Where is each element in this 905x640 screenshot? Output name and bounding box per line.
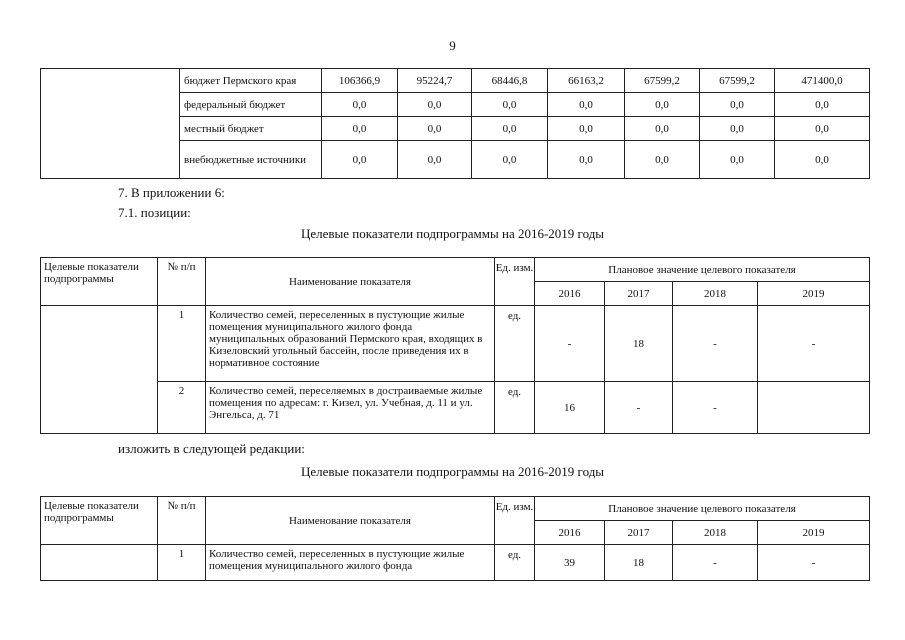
row-value-2016: - — [535, 306, 605, 382]
table-row — [41, 545, 870, 581]
budget-value: 67599,2 — [700, 69, 775, 93]
year-2017: 2017 — [605, 521, 673, 545]
budget-value: 66163,2 — [548, 69, 625, 93]
state-as-text: изложить в следующей редакции: — [118, 441, 305, 456]
budget-value: 0,0 — [398, 117, 472, 141]
budget-value: 0,0 — [322, 117, 398, 141]
item-7-text: 7. В приложении 6: — [118, 185, 225, 200]
budget-value: 0,0 — [700, 93, 775, 117]
budget-value: 0,0 — [625, 117, 700, 141]
budget-source: бюджет Пермского края — [180, 69, 322, 93]
budget-value: 0,0 — [322, 141, 398, 179]
year-2016: 2016 — [535, 282, 605, 306]
header-unit: Ед. изм. — [495, 258, 535, 306]
row-num: 1 — [158, 306, 206, 382]
header-name: Наименование показателя — [206, 258, 495, 306]
row-value-2017: 18 — [605, 545, 673, 581]
budget-value: 0,0 — [775, 93, 870, 117]
budget-row — [41, 69, 870, 93]
budget-value: 0,0 — [700, 141, 775, 179]
budget-value: 0,0 — [398, 93, 472, 117]
budget-value: 0,0 — [548, 93, 625, 117]
row-num: 1 — [158, 545, 206, 581]
budget-value: 0,0 — [548, 117, 625, 141]
row-value-2018: - — [673, 382, 758, 434]
row-name: Количество семей, переселенных в пустующие жилые помещения муниципального жилого фонда муниципальных образований Пермского края, входящих в Кизеловский угольный бассейн, после приведения их в нормативное состояние — [206, 306, 495, 382]
item-7-1-text: 7.1. позиции: — [118, 205, 191, 220]
header-plan: Плановое значение целевого показателя — [535, 497, 870, 521]
budget-value: 471400,0 — [775, 69, 870, 93]
budget-empty-cell — [41, 69, 180, 179]
budget-value: 0,0 — [548, 141, 625, 179]
row-name: Количество семей, переселяемых в достраиваемые жилые помещения по адресам: г. Кизел, ул. Учебная, д. 11 и ул. Энгельса, д. 71 — [206, 382, 495, 434]
budget-value: 0,0 — [625, 93, 700, 117]
header-row — [41, 497, 870, 521]
old-indicators-table — [40, 257, 870, 434]
table-row — [41, 306, 870, 382]
row-value-2019: - — [758, 306, 870, 382]
header-name: Наименование показателя — [206, 497, 495, 545]
header-target: Целевые показатели подпрограммы — [41, 258, 158, 306]
table-row — [41, 382, 870, 434]
header-plan: Плановое значение целевого показателя — [535, 258, 870, 282]
budget-source: внебюджетные источники — [180, 141, 322, 179]
budget-value: 0,0 — [625, 141, 700, 179]
budget-source: местный бюджет — [180, 117, 322, 141]
budget-value: 0,0 — [472, 117, 548, 141]
new-table-caption: Целевые показатели подпрограммы на 2016-2019 годы — [300, 464, 605, 479]
budget-value: 68446,8 — [472, 69, 548, 93]
budget-value: 0,0 — [322, 93, 398, 117]
year-2018: 2018 — [673, 521, 758, 545]
row-value-2016: 39 — [535, 545, 605, 581]
header-unit: Ед. изм. — [495, 497, 535, 545]
row-name: Количество семей, переселенных в пустующие жилые помещения муниципального жилого фонда — [206, 545, 495, 581]
row-value-2019 — [758, 382, 870, 434]
budget-value: 0,0 — [775, 141, 870, 179]
budget-value: 0,0 — [700, 117, 775, 141]
row-unit: ед. — [495, 382, 535, 434]
row-value-2016: 16 — [535, 382, 605, 434]
row-value-2019: - — [758, 545, 870, 581]
budget-value: 0,0 — [472, 141, 548, 179]
row-value-2018: - — [673, 545, 758, 581]
budget-value: 0,0 — [472, 93, 548, 117]
old-table-caption: Целевые показатели подпрограммы на 2016-2019 годы — [300, 226, 605, 241]
year-2016: 2016 — [535, 521, 605, 545]
row-value-2017: 18 — [605, 306, 673, 382]
budget-value: 0,0 — [775, 117, 870, 141]
year-2018: 2018 — [673, 282, 758, 306]
target-empty-cell — [41, 306, 158, 434]
budget-table — [40, 68, 870, 179]
row-value-2017: - — [605, 382, 673, 434]
header-row — [41, 258, 870, 282]
target-empty-cell — [41, 545, 158, 581]
row-unit: ед. — [495, 306, 535, 382]
row-value-2018: - — [673, 306, 758, 382]
page-number: 9 — [449, 38, 456, 53]
budget-value: 0,0 — [398, 141, 472, 179]
budget-value: 106366,9 — [322, 69, 398, 93]
year-2019: 2019 — [758, 521, 870, 545]
header-target: Целевые показатели подпрограммы — [41, 497, 158, 545]
new-indicators-table — [40, 496, 870, 581]
budget-source: федеральный бюджет — [180, 93, 322, 117]
year-2019: 2019 — [758, 282, 870, 306]
header-num: № п/п — [158, 497, 206, 545]
budget-value: 95224,7 — [398, 69, 472, 93]
budget-value: 67599,2 — [625, 69, 700, 93]
row-num: 2 — [158, 382, 206, 434]
year-2017: 2017 — [605, 282, 673, 306]
header-num: № п/п — [158, 258, 206, 306]
row-unit: ед. — [495, 545, 535, 581]
